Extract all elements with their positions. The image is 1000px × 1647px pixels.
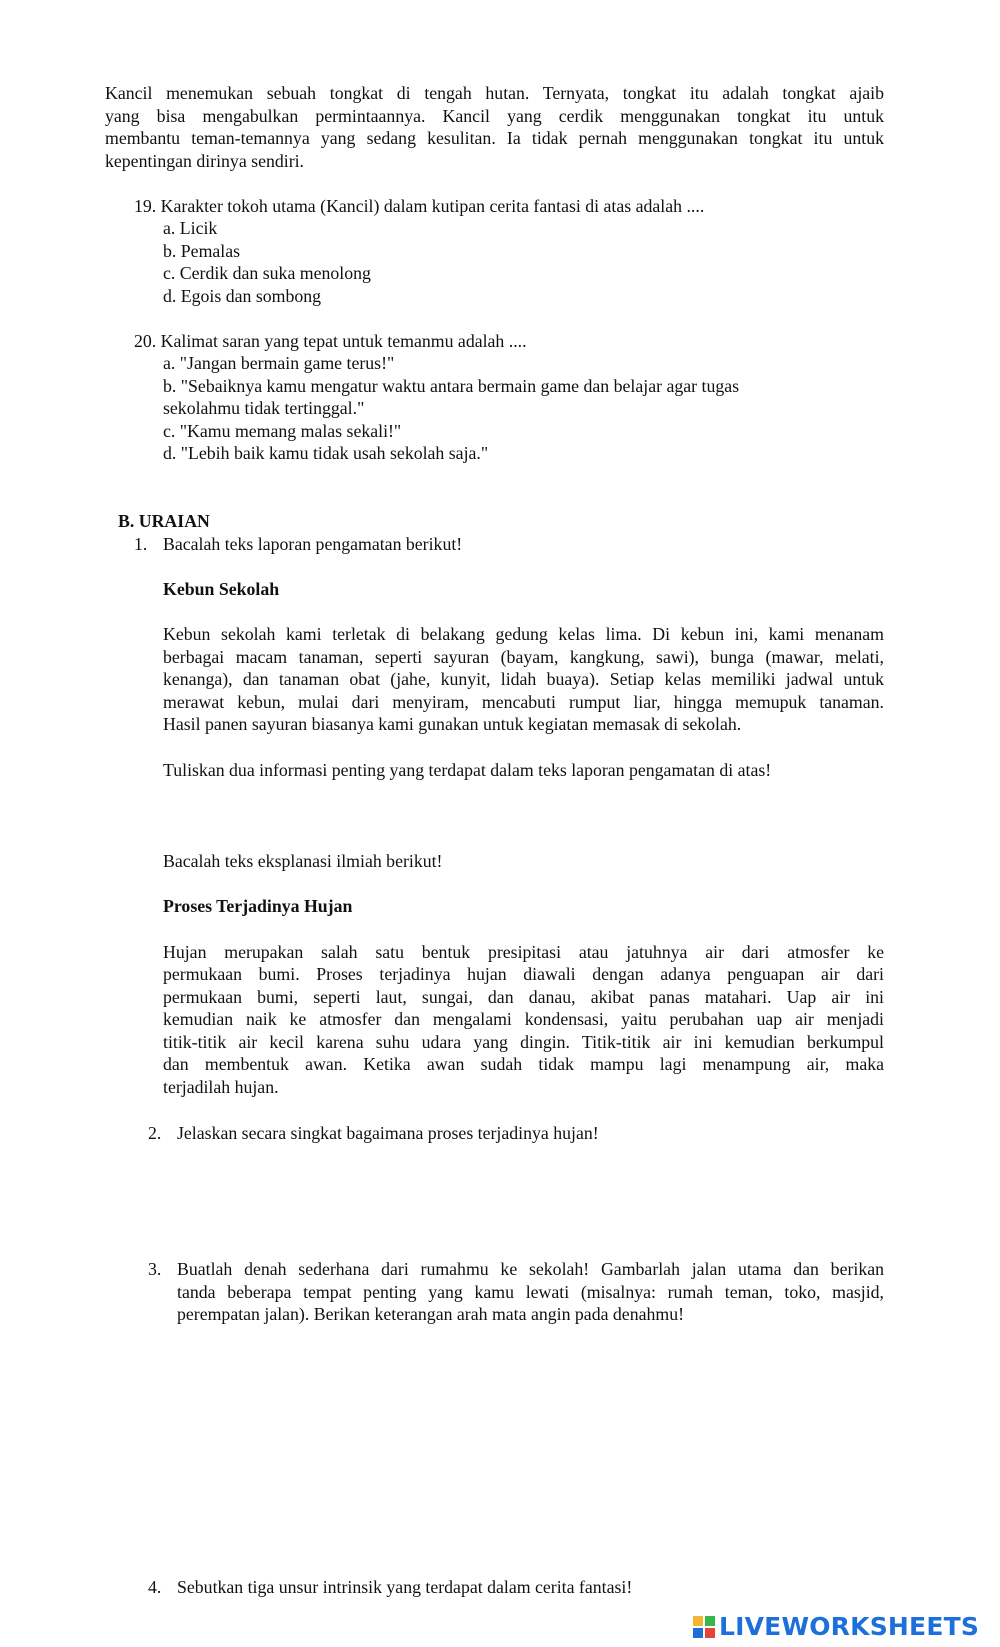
liveworksheets-logo-text: LIVEWORKSHEETS (719, 1611, 980, 1641)
q20-option-d: d. "Lebih baik kamu tidak usah sekolah saja." (163, 443, 489, 463)
liveworksheets-logo (693, 1612, 993, 1642)
essay-3-line-1: Buatlah denah sederhana dari rumahmu ke sekolah! Gambarlah jalan utama dan berikan (177, 1259, 884, 1279)
explanation-line-5: titik-titik air kecil karena suhu udara yang dingin. Titik-titik air ini kemudian berkumpul (163, 1032, 884, 1052)
essay-4-question: Sebutkan tiga unsur intrinsik yang terdapat dalam cerita fantasi! (177, 1577, 633, 1597)
essay-4-number: 4. (148, 1577, 162, 1597)
intro-line-3: membantu teman-temannya yang sedang kesulitan. Ia tidak pernah menggunakan tongkat itu untuk (105, 128, 884, 148)
essay-3-number: 3. (148, 1259, 162, 1279)
essay-1-instruction: Bacalah teks laporan pengamatan berikut! (163, 534, 463, 554)
explanation-line-3: permukaan bumi, seperti laut, sungai, dan danau, akibat panas matahari. Uap air ini (163, 987, 884, 1007)
question-19: 19. Karakter tokoh utama (Kancil) dalam kutipan cerita fantasi di atas adalah .... (134, 196, 705, 216)
section-b-heading: B. URAIAN (118, 511, 210, 531)
report-title: Kebun Sekolah (163, 579, 280, 599)
question-20: 20. Kalimat saran yang tepat untuk temanmu adalah .... (134, 331, 527, 351)
report-line-2: berbagai macam tanaman, seperti sayuran (bayam, kangkung, sawi), bunga (mawar, melati, (163, 647, 884, 667)
intro-line-1: Kancil menemukan sebuah tongkat di tengah hutan. Ternyata, tongkat itu adalah tongkat ajaib (105, 83, 884, 103)
q19-option-b: b. Pemalas (163, 241, 241, 261)
report-line-5: Hasil panen sayuran biasanya kami gunakan untuk kegiatan memasak di sekolah. (163, 714, 742, 734)
liveworksheets-logo-icon (693, 1616, 715, 1638)
explanation-line-2: permukaan bumi. Proses terjadinya hujan diawali dengan adanya penguapan air dari (163, 964, 884, 984)
q20-option-a: a. "Jangan bermain game terus!" (163, 353, 395, 373)
explanation-line-7: terjadilah hujan. (163, 1077, 279, 1097)
report-line-4: merawat kebun, mulai dari menyiram, mencabuti rumput liar, hingga memupuk tanaman. (163, 692, 884, 712)
essay-1-task: Tuliskan dua informasi penting yang terdapat dalam teks laporan pengamatan di atas! (163, 760, 772, 780)
explanation-line-4: kemudian naik ke atmosfer dan mengalami kondensasi, yaitu perubahan uap air menjadi (163, 1009, 884, 1029)
explanation-line-1: Hujan merupakan salah satu bentuk presipitasi atau jatuhnya air dari atmosfer ke (163, 942, 884, 962)
reading-2-instruction: Bacalah teks eksplanasi ilmiah berikut! (163, 851, 443, 871)
q20-option-b-line-1: b. "Sebaiknya kamu mengatur waktu antara bermain game dan belajar agar tugas (163, 376, 740, 396)
essay-2-number: 2. (148, 1123, 162, 1143)
q20-option-b-line-2: sekolahmu tidak tertinggal." (163, 398, 365, 418)
essay-1-number: 1. (134, 534, 148, 554)
q19-option-c: c. Cerdik dan suka menolong (163, 263, 371, 283)
intro-line-2: yang bisa mengabulkan permintaannya. Kancil yang cerdik menggunakan tongkat itu untuk (105, 106, 884, 126)
essay-3-line-2: tanda beberapa tempat penting yang kamu lewati (misalnya: rumah teman, toko, masjid, (177, 1282, 884, 1302)
explanation-line-6: dan membentuk awan. Ketika awan sudah tidak mampu lagi menampung air, maka (163, 1054, 884, 1074)
q19-option-a: a. Licik (163, 218, 218, 238)
explanation-title: Proses Terjadinya Hujan (163, 896, 353, 916)
essay-2-question: Jelaskan secara singkat bagaimana proses terjadinya hujan! (177, 1123, 599, 1143)
intro-line-4: kepentingan dirinya sendiri. (105, 151, 304, 171)
report-line-3: kenanga), dan tanaman obat (jahe, kunyit, lidah buaya). Setiap kelas memiliki jadwal untuk (163, 669, 884, 689)
q19-option-d: d. Egois dan sombong (163, 286, 322, 306)
essay-3-line-3: perempatan jalan). Berikan keterangan arah mata angin pada denahmu! (177, 1304, 685, 1324)
report-line-1: Kebun sekolah kami terletak di belakang gedung kelas lima. Di kebun ini, kami menanam (163, 624, 884, 644)
q20-option-c: c. "Kamu memang malas sekali!" (163, 421, 402, 441)
